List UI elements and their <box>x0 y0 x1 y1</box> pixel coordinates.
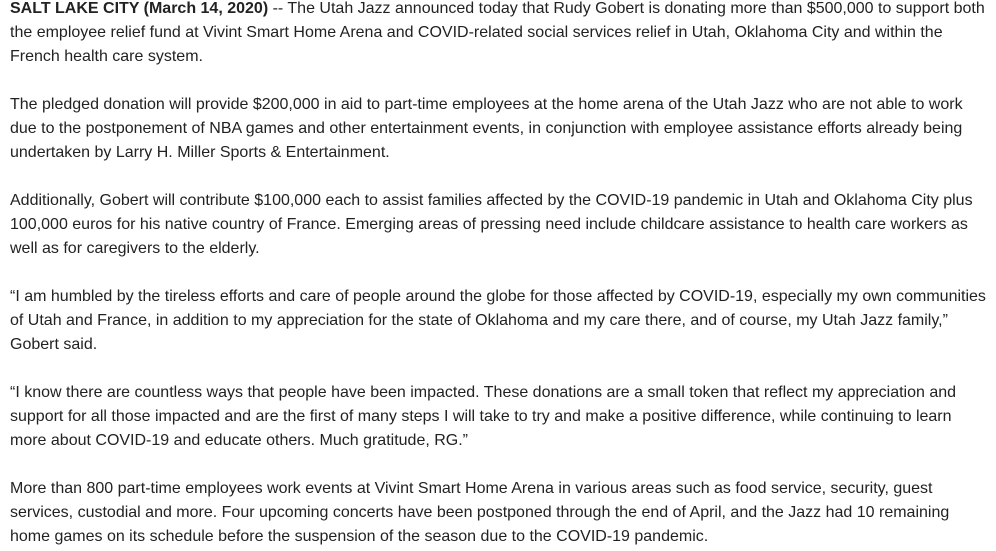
paragraph-lead <box>10 0 988 69</box>
paragraph-donation-details: The pledged donation will provide $200,000 in aid to part-time employees at the home arena of the Utah Jazz who are not able to work due to the postponement of NBA games and other entertainment events, in conjunction with employee assistance efforts already being undertaken by Larry H. Miller Sports & Entertainment. <box>10 96 963 161</box>
dateline: SALT LAKE CITY (March 14, 2020) <box>10 0 269 17</box>
paragraph-additional-contributions: Additionally, Gobert will contribute $100,000 each to assist families affected by the COVID-19 pandemic in Utah and Oklahoma City plus 100,000 euros for his native country of France. Emerging areas of pressing need include childcare assistance to health care workers as well as for caregivers to the elderly. <box>10 192 973 257</box>
lead-text: -- The Utah Jazz announced today that Rudy Gobert is donating more than $500,000 to support both the employee relief fund at Vivint Smart Home Arena and COVID-related social services relief in Utah, Oklahoma City and within the French health care system. <box>10 0 985 65</box>
paragraph-arena-employees: More than 800 part-time employees work events at Vivint Smart Home Arena in various areas such as food service, security, guest services, custodial and more. Four upcoming concerts have been postponed through the end of April, and the Jazz had 10 remaining home games on its schedule before the suspension of the season due to the COVID-19 pandemic. <box>10 480 950 545</box>
paragraph-gobert-quote-2: “I know there are countless ways that people have been impacted. These donations are a small token that reflect my appreciation and support for all those impacted and are the first of many steps I will take to try and make a positive difference, while continuing to learn more about COVID-19 and educate others. Much gratitude, RG.” <box>10 384 957 449</box>
paragraph-gobert-quote-1: “I am humbled by the tireless efforts and care of people around the globe for those affected by COVID-19, especially my own communities of Utah and France, in addition to my appreciation for the state of Oklahoma and my care there, and of course, my Utah Jazz family,” Gobert said. <box>10 288 986 353</box>
